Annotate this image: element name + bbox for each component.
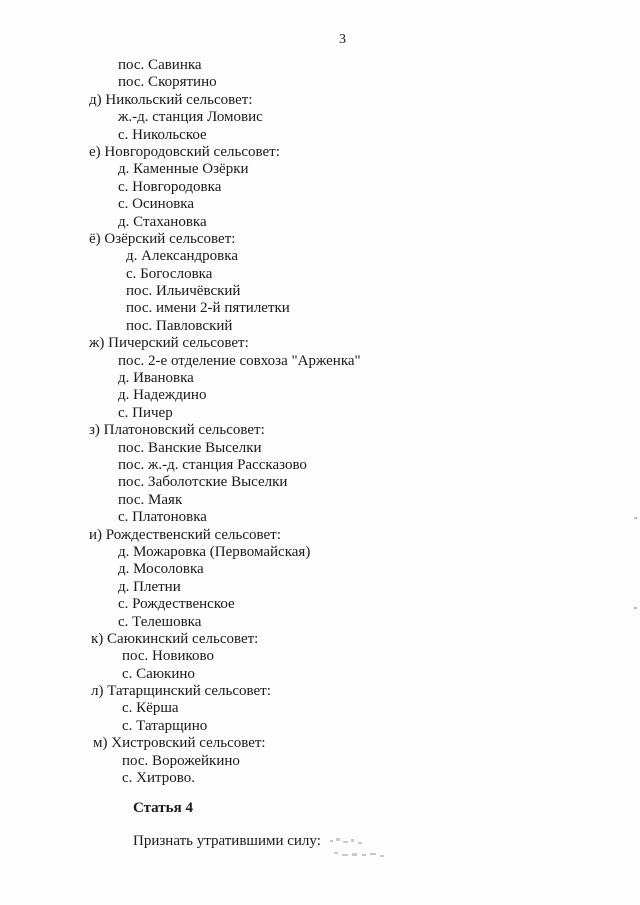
settlement-item: д. Плетни — [118, 578, 181, 595]
settlement-item: пос. Маяк — [118, 491, 183, 508]
settlement-item: с. Пичер — [118, 404, 173, 421]
council-heading: к) Саюкинский сельсовет: — [91, 630, 259, 647]
settlement-item: с. Рождественское — [118, 596, 235, 613]
settlement-item: пос. Павловский — [126, 317, 233, 334]
settlement-item: д. Александровка — [126, 248, 238, 265]
faded-stamp-mark — [328, 836, 398, 862]
settlement-item: пос. Новиково — [122, 648, 215, 665]
settlement-item: с. Осиновка — [118, 196, 195, 213]
settlement-list — [0, 57, 640, 787]
settlement-item: пос. имени 2-й пятилетки — [126, 300, 290, 317]
settlement-item: с. Платоновка — [118, 509, 207, 526]
settlement-item: пос. 2-е отделение совхоза "Арженка" — [118, 352, 361, 369]
settlement-item: пос. Заболотские Выселки — [118, 474, 288, 491]
settlement-item: с. Никольское — [118, 126, 207, 143]
settlement-item: д. Каменные Озёрки — [118, 161, 249, 178]
council-heading: д) Никольский сельсовет: — [89, 91, 253, 108]
settlement-item: с. Телешовка — [118, 613, 202, 630]
council-heading: л) Татарщинский сельсовет: — [91, 683, 271, 700]
settlement-item: д. Надеждино — [118, 387, 207, 404]
settlement-item: с. Кёрша — [122, 700, 179, 717]
council-heading: ё) Озёрский сельсовет: — [89, 230, 236, 247]
council-heading: и) Рождественский сельсовет: — [89, 526, 281, 543]
settlement-item: с. Татарщино — [122, 717, 208, 734]
council-heading: е) Новгородовский сельсовет: — [89, 143, 280, 160]
council-heading: ж) Пичерский сельсовет: — [89, 335, 249, 352]
settlement-item: д. Ивановка — [118, 370, 194, 387]
settlement-item: с. Богословка — [126, 265, 213, 282]
settlement-item: д. Можаровка (Первомайская) — [118, 543, 311, 560]
scan-artifact-mark — [634, 607, 637, 609]
settlement-item: пос. Ванские Выселки — [118, 439, 262, 456]
settlement-item: пос. Ворожейкино — [122, 752, 240, 769]
article-text: Признать утратившими силу: — [133, 833, 321, 849]
settlement-item: ж.-д. станция Ломовис — [118, 109, 263, 126]
settlement-item: с. Хитрово. — [122, 770, 195, 787]
scan-artifact-mark — [634, 517, 637, 519]
article-title: Статья 4 — [133, 800, 193, 816]
page-number: 3 — [339, 32, 346, 47]
settlement-item: с. Новгородовка — [118, 178, 222, 195]
settlement-item: пос. Савинка — [118, 57, 202, 73]
council-heading: м) Хистровский сельсовет: — [93, 735, 266, 752]
settlement-item: д. Мосоловка — [118, 561, 204, 578]
settlement-item: пос. ж.-д. станция Рассказово — [118, 456, 307, 473]
settlement-item: д. Стахановка — [118, 213, 207, 230]
settlement-item: с. Саюкино — [122, 665, 195, 682]
council-heading: з) Платоновский сельсовет: — [89, 422, 265, 439]
settlement-item: пос. Скорятино — [118, 74, 217, 91]
settlement-item: пос. Ильичёвский — [126, 283, 241, 300]
